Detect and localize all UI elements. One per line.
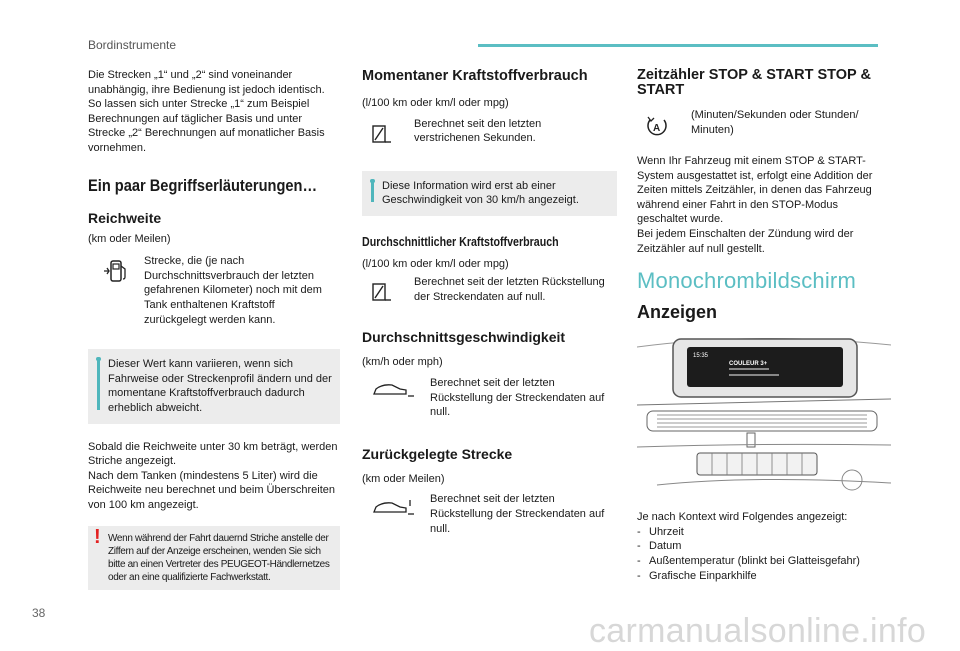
reichweite-para: Sobald die Reichweite unter 30 km beträgt, werden Striche angezeigt. Nach dem Tanken (mindestens 5 Liter) wird die Reichweite neu berechnet und beim Überschreiten von 100 km angezeigt. [88, 440, 338, 511]
intro-paragraph: Die Strecken „1“ und „2“ sind voneinander unabhängig, ihre Bedienung ist jedoch identisch. So lassen sich unter Strecke „1“ zum Beispiel Berechnungen auf täglicher Basis und unter Strecke „2“ Berechnungen auf monatlicher Basis vornehmen. [88, 69, 325, 154]
list-item: - Außentemperatur (blinkt bei Glatteisgefahr) [637, 554, 860, 567]
reichweite-unit: (km oder Meilen) [88, 232, 171, 245]
avg-desc: Berechnet seit der letzten Rückstellung der Streckendaten auf null. [414, 276, 605, 303]
list-item: - Datum [637, 540, 682, 553]
car-distance-icon [362, 492, 426, 518]
mono-title: Monochrombildschirm [637, 268, 856, 294]
speed-title: Durchschnittsgeschwindigkeit [362, 329, 566, 346]
info-text: Dieser Wert kann variieren, wenn sich Fahrweise oder Streckenprofil ändern und der momentane Kraftstoffverbrauch dadurch erheblich abweicht. [108, 358, 332, 414]
page-number: 38 [32, 606, 46, 620]
list-item: - Grafische Einparkhilfe [637, 569, 757, 582]
info-bar [97, 360, 100, 410]
display-list [637, 525, 887, 583]
ss-title: Zeitzähler STOP & START STOP & START [637, 67, 871, 98]
fuel-pump-icon [88, 254, 144, 284]
warning-text: Wenn während der Fahrt dauernd Striche anstelle der Ziffern auf der Anzeige erscheinen, wenden Sie sich bitte an einen Vertreter des PEUGEOT-Händlernetzes oder an eine qualifizierte Fachwerkstatt. [108, 533, 330, 584]
list-intro: Je nach Kontext wird Folgendes angezeigt: [637, 511, 848, 524]
svg-text:A: A [653, 123, 661, 134]
speed-unit: (km/h oder mph) [362, 356, 443, 369]
column-1 [88, 68, 340, 590]
dist-desc: Berechnet seit der letzten Rückstellung der Streckendaten auf null. [430, 493, 605, 535]
dashboard-image [637, 335, 891, 502]
avg-unit: (l/100 km oder km/l oder mpg) [362, 257, 509, 270]
dist-unit: (km oder Meilen) [362, 472, 445, 485]
screen-time: 15:35 [693, 353, 709, 360]
screen-label: COULEUR 3+ [729, 361, 768, 368]
consumption-icon [362, 117, 402, 147]
info-box-mom [362, 171, 617, 216]
ss-unit: (Minuten/Sekunden oder Stunden/ Minuten) [691, 109, 859, 136]
dist-title: Zurückgelegte Strecke [362, 445, 513, 462]
reichweite-desc: Strecke, die (je nach Durchschnittsverbrauch der letzten gefahrenen Kilometer) noch mit dem Tank enthaltenen Kraftstoff zurückgelegt werden kann. [144, 255, 322, 326]
stop-start-icon [637, 108, 677, 138]
header-rule [478, 44, 878, 47]
column-3 [637, 68, 887, 583]
avg-title: Durchschnittlicher Kraftstoffverbrauch [362, 233, 559, 249]
section-label: Bordinstrumente [88, 38, 177, 52]
info-text: Diese Information wird erst ab einer Geschwindigkeit von 30 km/h angezeigt. [382, 179, 579, 207]
warning-icon: ! [94, 526, 101, 549]
info-bar [371, 182, 374, 202]
section-heading: Ein paar Begriffserläuterungen… [88, 175, 318, 195]
speed-desc: Berechnet seit der letzten Rückstellung der Streckendaten auf null. [430, 376, 605, 419]
list-item: - Uhrzeit [637, 525, 684, 538]
column-2 [362, 68, 617, 536]
warning-box [88, 526, 340, 590]
watermark: carmanualsonline.info [589, 612, 927, 650]
mom-unit: (l/100 km oder km/l oder mpg) [362, 97, 509, 109]
ss-para: Wenn Ihr Fahrzeug mit einem STOP & START-System ausgestattet ist, erfolgt eine Addition der Zeiten mittels Zeitzähler, in denen das Fahrzeug während einer Fahrt in den STOP-Modus geschaltet wurde. Bei jedem Einschalten der Zündung wird der Zeitzähler auf null gestellt. [637, 155, 873, 255]
reichweite-title: Reichweite [88, 209, 162, 226]
anzeigen-title: Anzeigen [637, 302, 718, 323]
avg-consumption-icon [362, 275, 402, 305]
mom-title: Momentaner Kraftstoffverbrauch [362, 68, 588, 84]
car-speed-icon [362, 376, 426, 400]
mom-desc: Berechnet seit den letzten verstrichenen Sekunden. [414, 117, 542, 145]
info-box-reichweite [88, 349, 340, 423]
